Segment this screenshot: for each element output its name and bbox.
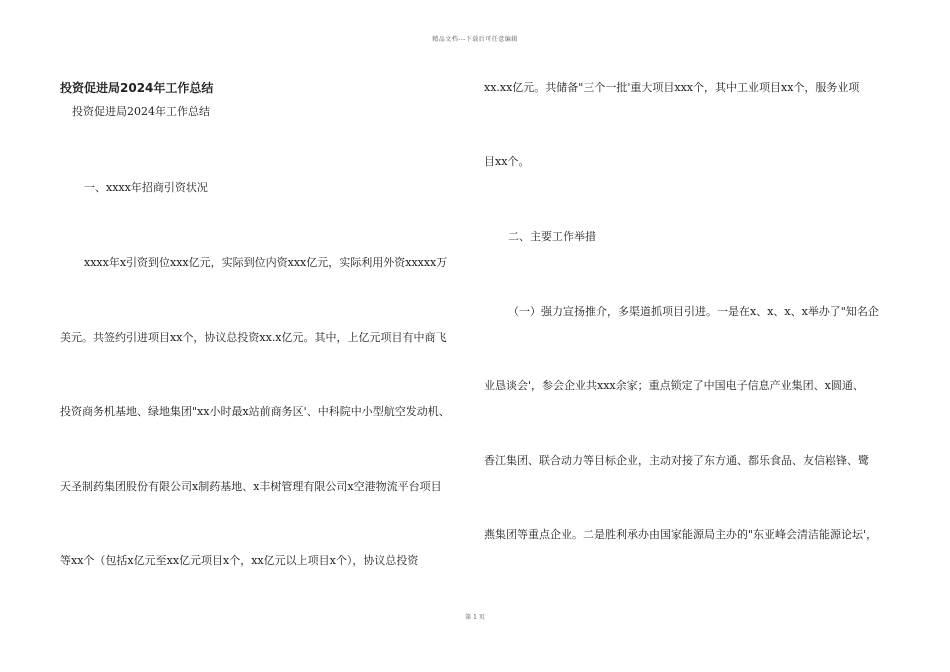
paragraph-line: 美元。共签约引进项目xx个，协议总投资xx.x亿元。其中，上亿元项目有中商飞 bbox=[60, 331, 447, 344]
section-heading-1: 一、xxxx年招商引资状况 bbox=[84, 181, 208, 194]
paragraph-line: 香江集团、联合动力等目标企业，主动对接了东方通、都乐食品、友信崧锋、鹭 bbox=[484, 454, 869, 467]
paragraph-line: xxxx年x引资到位xxx亿元，实际到位内资xxx亿元，实际利用外资xxxxx万 bbox=[84, 256, 448, 269]
paragraph-line: 等xx个（包括x亿元至xx亿元项目x个，xx亿元以上项目x个），协议总投资 bbox=[60, 554, 419, 567]
document-subtitle: 投资促进局2024年工作总结 bbox=[72, 105, 210, 118]
document-header-note: 精品文档---下载后可任意编辑 bbox=[432, 36, 518, 43]
paragraph-line: 投资商务机基地、绿地集团"xx小时最x站前商务区'、中科院中小型航空发动机、 bbox=[60, 405, 450, 418]
paragraph-line: 天圣制药集团股份有限公司x制药基地、x丰树管理有限公司x空港物流平台项目 bbox=[60, 480, 442, 493]
page-number: 第 1 页 bbox=[465, 614, 485, 621]
paragraph-line: （一）强力宣扬推介，多渠道抓项目引进。一是在x、x、x、x举办了"知名企 bbox=[508, 305, 879, 318]
section-heading-2: 二、主要工作举措 bbox=[508, 230, 596, 243]
paragraph-line: xx.xx亿元。共储备"三个一批'重大项目xxx个，其中工业项目xx个，服务业项 bbox=[484, 81, 860, 94]
paragraph-line: 目xx个。 bbox=[484, 155, 530, 168]
document-title: 投资促进局2024年工作总结 bbox=[60, 81, 214, 95]
paragraph-line: 燕集团等重点企业。二是胜利承办由国家能源局主办的"东亚峰会清洁能源论坛'， bbox=[484, 528, 878, 541]
paragraph-line: 业恳谈会'，参会企业共xxx余家；重点锁定了中国电子信息产业集团、x圆通、 bbox=[484, 379, 864, 392]
